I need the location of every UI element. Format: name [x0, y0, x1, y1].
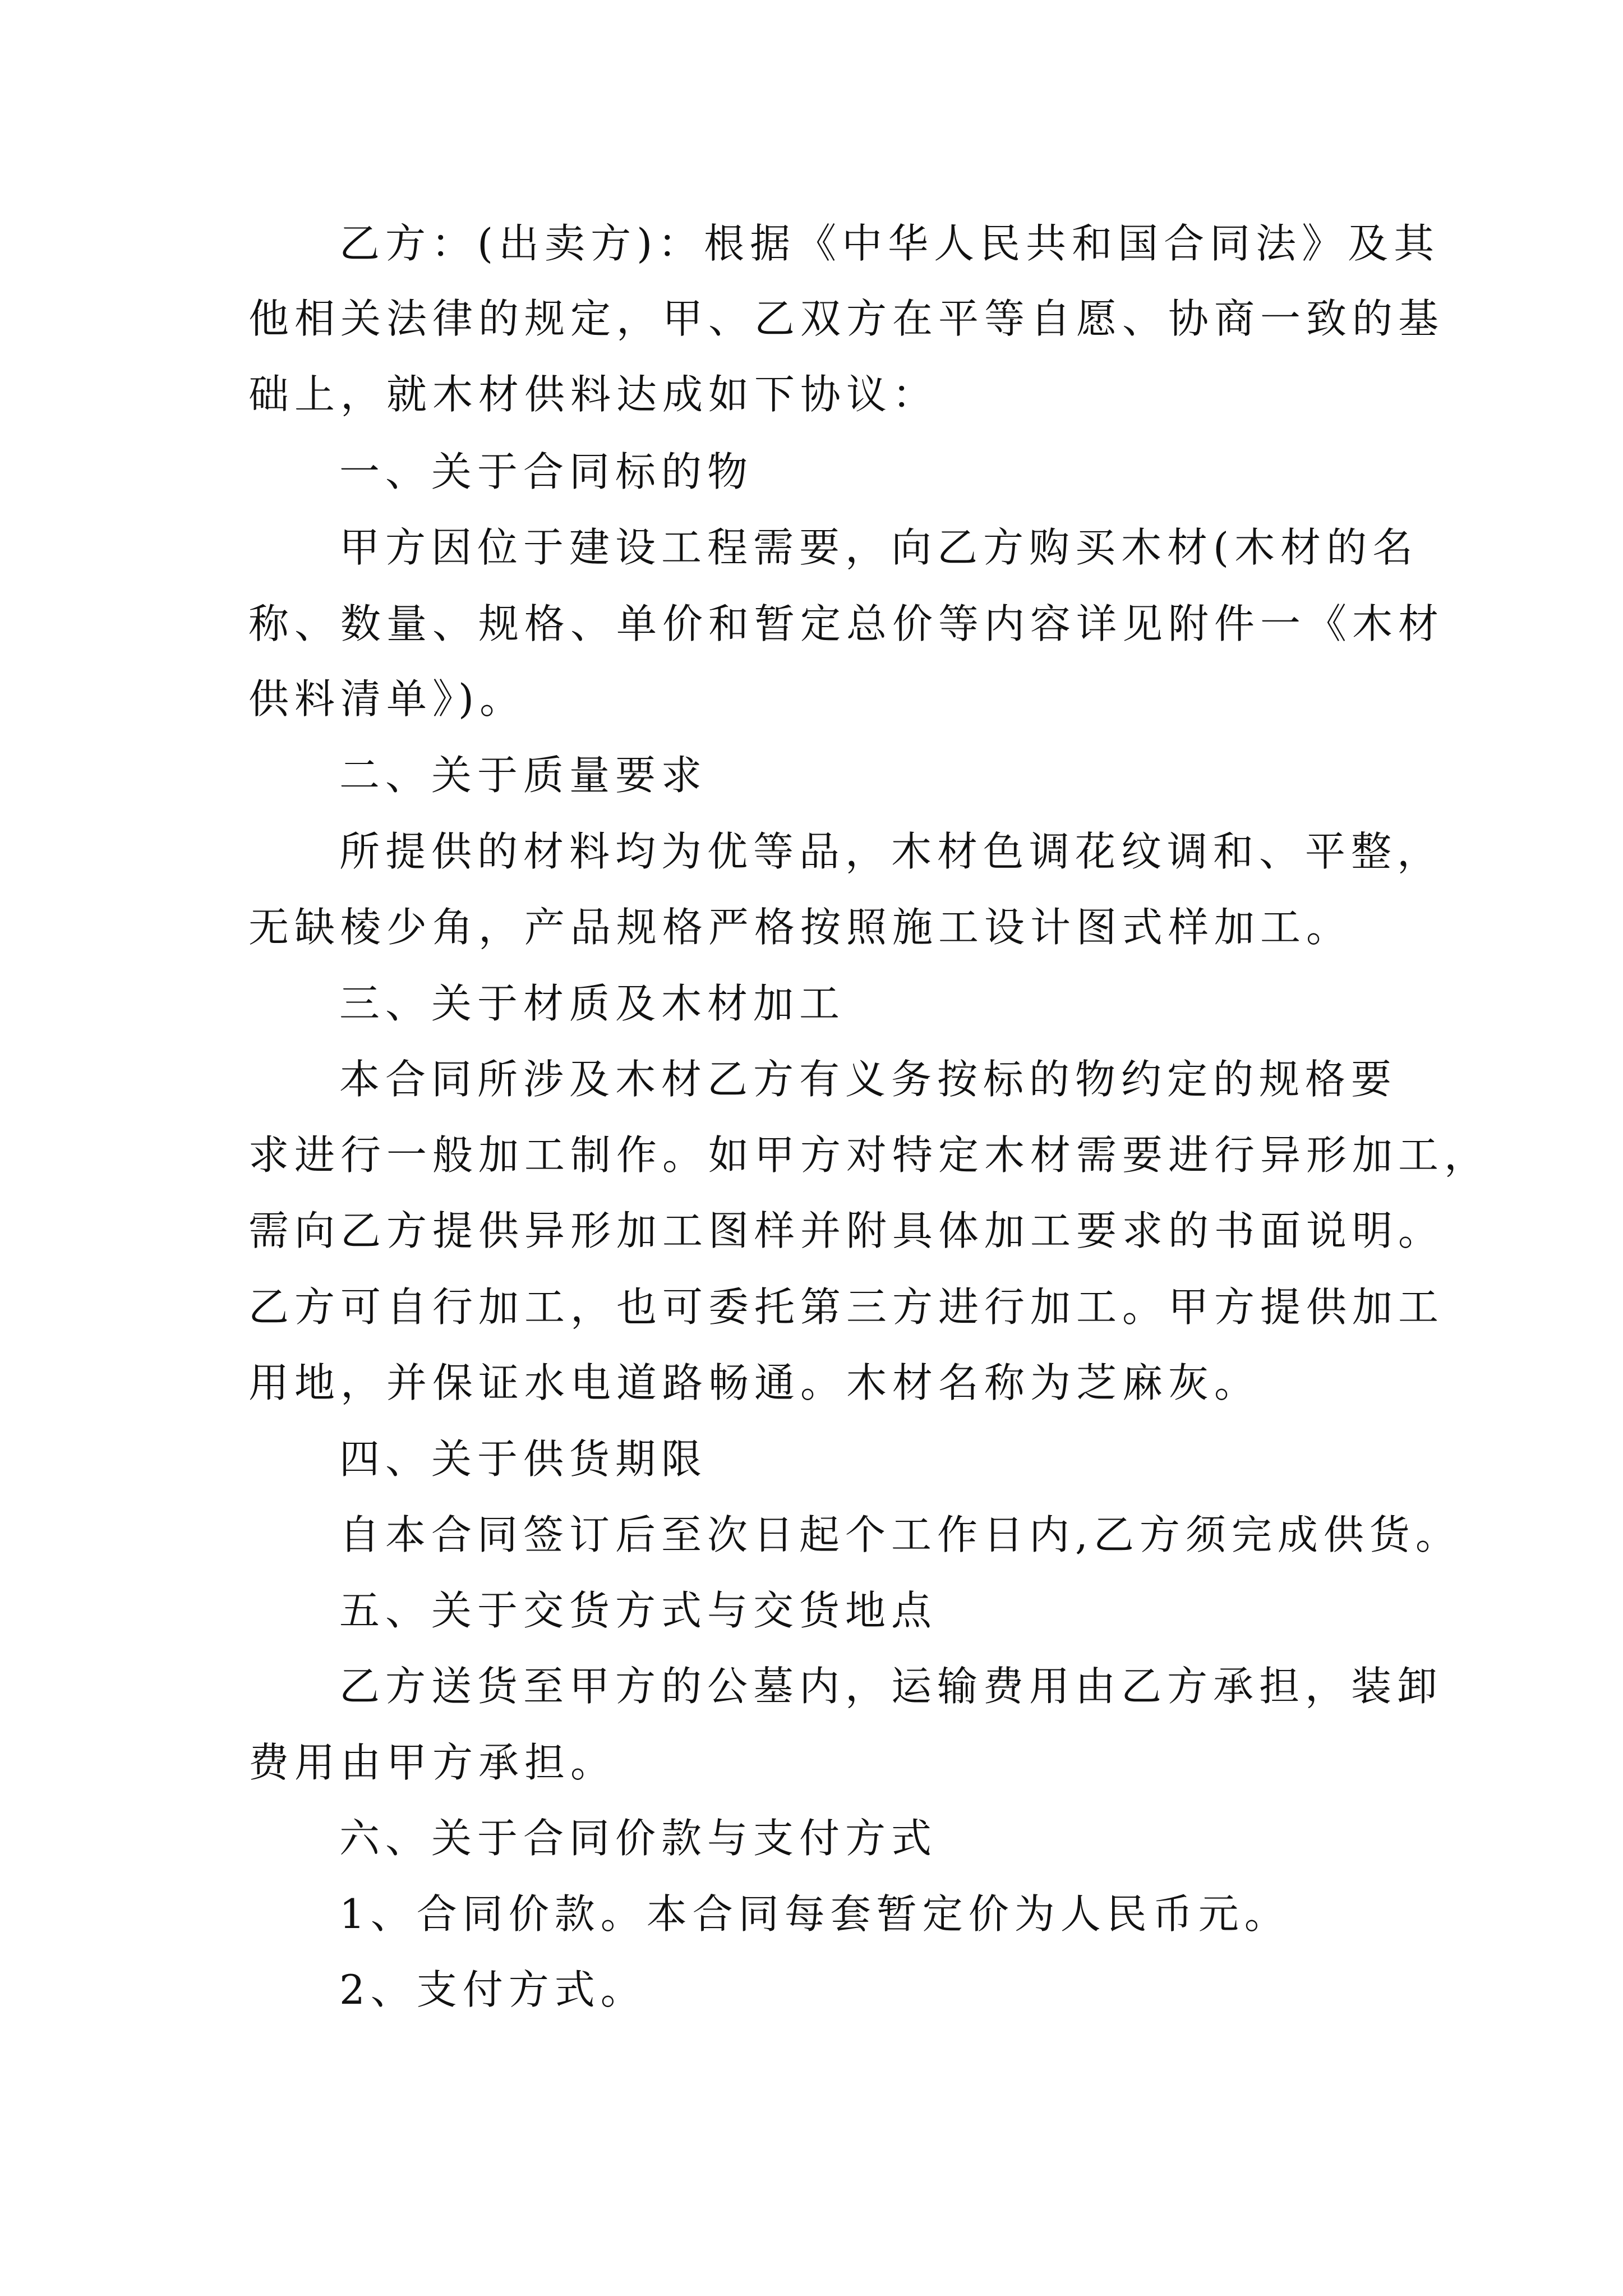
text-line: 无缺棱少角，产品规格严格按照施工设计图式样加工。	[248, 904, 1353, 951]
section-heading-2: 二、关于质量要求	[339, 752, 708, 799]
section-heading-6: 六、关于合同价款与支付方式	[339, 1815, 938, 1862]
section-heading-3: 三、关于材质及木材加工	[339, 980, 846, 1027]
text-line: 本合同所涉及木材乙方有义务按标的物约定的规格要	[339, 1056, 1398, 1103]
text-line: 乙方可自行加工，也可委托第三方进行加工。甲方提供加工	[248, 1283, 1445, 1331]
text-line: 用地，并保证水电道路畅通。木材名称为芝麻灰。	[248, 1359, 1261, 1406]
text-line: 乙方送货至甲方的公墓内，运输费用由乙方承担，装卸	[339, 1663, 1444, 1710]
text-line: 费用由甲方承担。	[248, 1739, 617, 1786]
list-item: 1、合同价款。本合同每套暂定价为人民币元。	[339, 1890, 1290, 1938]
section-heading-1: 一、关于合同标的物	[339, 448, 754, 495]
text-line: 称、数量、规格、单价和暂定总价等内容详见附件一《木材	[248, 600, 1445, 647]
text-line: 他相关法律的规定，甲、乙双方在平等自愿、协商一致的基	[248, 295, 1445, 342]
text-line: 自本合同签订后至次日起个工作日内,乙方须完成供货。	[339, 1511, 1461, 1558]
section-heading-5: 五、关于交货方式与交货地点	[339, 1587, 938, 1634]
text-line: 所提供的材料均为优等品，木材色调花纹调和、平整，	[339, 828, 1444, 875]
text-line: 供料清单》)。	[248, 675, 526, 723]
text-line: 甲方因位于建设工程需要，向乙方购买木材(木材的名	[339, 524, 1419, 571]
text-line: 求进行一般加工制作。如甲方对特定木材需要进行异形加工，	[248, 1131, 1491, 1179]
text-line: 础上，就木材供料达成如下协议：	[248, 371, 939, 418]
text-line: 乙方：(出卖方)：根据《中华人民共和国合同法》及其	[339, 220, 1440, 267]
section-heading-4: 四、关于供货期限	[339, 1435, 708, 1483]
list-item: 2、支付方式。	[339, 1966, 647, 2013]
text-line: 需向乙方提供异形加工图样并附具体加工要求的书面说明。	[248, 1207, 1445, 1254]
